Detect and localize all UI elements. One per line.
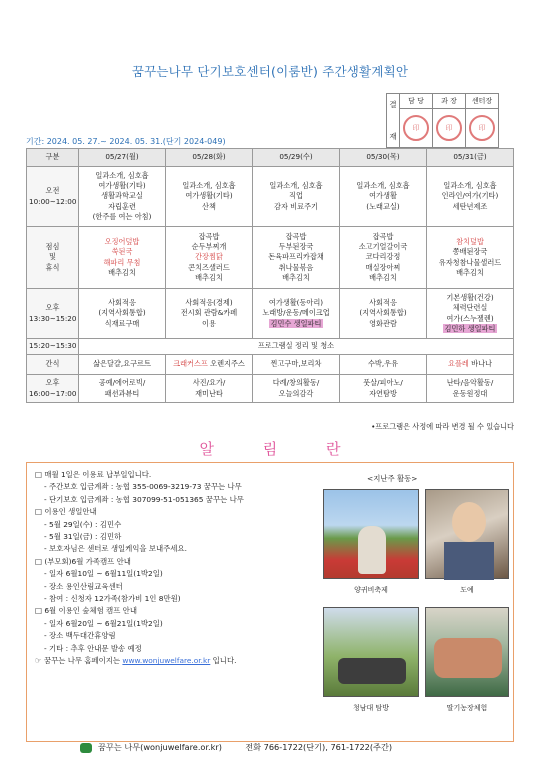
morning-cell [166,167,253,227]
cell-line: 노래방/운동/메이크업 [262,308,330,318]
notice-detail: - 장소 백두대간휴양림 [44,631,116,641]
afternoon-cell [427,289,514,339]
cell-line: 전시회 관람&카페 [180,308,238,318]
tree-logo-icon [80,743,92,753]
schedule-note: •프로그램은 사정에 따라 변경 될 수 있습니다 [371,422,514,431]
notice-detail: - 5월 31일(금) : 김민하 [44,532,122,542]
homepage-link[interactable]: www.wonjuwelfare.or.kr [122,656,211,666]
row-time-text: 10:00~12:00 [29,196,77,206]
lunch-cell [253,227,340,289]
page-title: 꿈꾸는나무 단기보호센터(이룸반) 주간생활계획안 [131,64,409,79]
shirt-shape [444,542,494,580]
evening-cell [166,375,253,403]
notice-detail: - 5월 29일(수) : 김민수 [44,519,122,529]
afternoon-cell [340,289,427,339]
cell-line: 여가생활(기타) [185,191,233,201]
person-icon [358,526,386,574]
approval-header-manager: 과 장 [433,94,466,109]
photo-poppy-festival [323,489,419,579]
cell-line: 패션과뷰티 [104,388,140,398]
cell-line: (지역사회통합) [98,308,146,318]
footer [80,742,392,753]
menu-item: 순두부찌개 [191,242,227,252]
approval-side-label: 결 재 [387,94,400,148]
snack-text: 찐고구마,보리차 [270,359,322,369]
cell-line: 공예/에어로빅/ [98,378,146,388]
cell-line: (한주를 여는 아침) [92,211,152,221]
day-header: 05/30(목) [340,149,427,167]
menu-item: 쫑배된장국 [452,247,488,257]
notice-heading: □ (부모회)6월 가족캠프 안내 [35,556,131,566]
snack-text: 오렌지주스 [210,359,245,369]
row-label-text: 간식 [27,355,79,375]
menu-item: 유자청참나물샐러드 [438,257,502,267]
approval-header-director: 센터장 [466,94,499,109]
menu-item: 취나물볶음 [278,262,314,272]
row-label [27,375,79,403]
afternoon-cell [166,289,253,339]
snack-cell [79,355,166,375]
day-header: 05/31(금) [427,149,514,167]
row-time-text: 13:30~15:20 [29,313,77,323]
cell-line: 오늘의감각 [278,388,314,398]
photo-caption: 청남대 탐방 [352,704,390,712]
notice-detail: - 일자 6월20일 ~ 6월21일(1박2일) [44,618,163,628]
cell-line: 다례/창의활동/ [272,378,320,388]
day-header: 05/27(월) [79,149,166,167]
homepage-line [35,655,335,667]
morning-cell [253,167,340,227]
row-label-text: 오후 [45,303,60,313]
evening-row [27,375,514,403]
evening-cell [340,375,427,403]
footer-phone: 전화 766-1722(단기), 761-1722(주간) [245,742,393,752]
day-header: 05/28(화) [166,149,253,167]
menu-item: 해파리 무침 [103,257,141,267]
cell-line: 세탄년제조 [452,201,488,211]
cell-line: 생활과학교실 [101,191,143,201]
row-time-text: 16:00~17:00 [29,388,77,398]
notice-detail: - 주간보호 입금계좌 : 농협 355-0069-3219-73 꿈꾸는 나무 [44,482,242,492]
birthday-highlight: 김민수 생일파티 [270,318,322,328]
cell-line: 사회적응 [108,298,136,308]
evening-cell [253,375,340,403]
cell-line: 일과소개, 심호흡 [269,181,323,191]
row-time-text: 15:20~15:30 [27,339,79,355]
row-label [27,289,79,339]
menu-item: 콘치즈샐러드 [188,262,230,272]
row-label-text: 오후 [45,378,60,388]
day-header: 05/29(수) [253,149,340,167]
notice-detail: - 기타 : 추후 안내문 발송 예정 [44,643,142,653]
lunch-cell [166,227,253,289]
snack-red-text: 크래커스프 [173,359,208,369]
notice-heading: □ 6월 이용인 숲체험 캠프 안내 [35,606,137,616]
snack-red-text: 요플레 [448,359,469,369]
approval-stamp-director [466,109,499,148]
photo-cheongnamdae [323,607,419,697]
menu-item: 돈육파프리카잡채 [268,252,324,262]
row-label-text: 휴식 [45,262,60,272]
cell-line: 여가생활(동아리) [268,298,324,308]
cell-line: 일과소개, 심호흡 [95,170,149,180]
snack-row [27,355,514,375]
snack-text: 바나나 [471,359,492,369]
cell-line: 체력단련실 [452,303,488,313]
lunch-row [27,227,514,289]
snack-text: 수박,우유 [367,359,399,369]
approval-stamp-manager [433,109,466,148]
snack-cell [427,355,514,375]
group-icon [434,638,502,678]
cell-line: 난타/음악활동/ [446,378,494,388]
notice-detail: - 단기보호 입금계좌 : 농협 307099-51-051365 꿈꾸는 나무 [44,494,244,504]
cell-line: 사회적응(경제) [185,298,233,308]
menu-item: 쑥된국 [111,247,133,257]
cell-line: 감자 비료주기 [274,201,318,211]
afternoon-cell [253,289,340,339]
notice-heading: □ 이용인 생일안내 [35,507,97,517]
cell-line: 식재료구매 [104,318,140,328]
menu-item: 오징어덮밥 [104,237,140,247]
approval-header-staff: 담 당 [400,94,433,109]
cell-line: (노래교실) [366,201,400,211]
photo-strawberry-farm [425,607,509,697]
snack-cell [340,355,427,375]
footer-brand: 꿈꾸는 나무(wonjuwelfare.or.kr) [98,742,222,752]
evening-cell [79,375,166,403]
morning-cell [79,167,166,227]
cell-line: 재미난타 [195,388,223,398]
person-icon [452,502,486,542]
cell-line: 여가(스누젤렌) [446,313,494,323]
notice-detail: - 장소 용인산림교육센터 [44,581,123,591]
cell-line: 일과소개, 심호흡 [443,181,497,191]
menu-item: 잡곡밥 [372,231,394,241]
stamp-icon: 印 [436,115,462,141]
afternoon-row [27,289,514,339]
notice-heading: □ 매월 1일은 이용료 납부일입니다. [35,470,152,479]
menu-item: 배추김치 [456,267,484,277]
menu-item: 배추김치 [282,272,310,282]
cell-line: 자연탐방 [369,388,397,398]
homepage-prefix: ☞ 꿈꾸는 나무 홈페이지는 [35,656,123,666]
snack-text: 삶은달걀,요구르트 [93,359,151,369]
cell-line: 풋살/피아노/ [363,378,403,388]
menu-item: 참치덮밥 [456,237,484,247]
menu-item: 소고기얼갈이국 [358,242,408,252]
program-cleanup-row [27,339,514,355]
cell-line: 기본생활(건강) [446,293,494,303]
cell-line: 일과소개, 심호흡 [182,181,236,191]
row-label [27,167,79,227]
morning-row [27,167,514,227]
notice-list [35,469,335,668]
cell-line: (지역사회통합) [359,308,407,318]
group-icon [338,658,406,684]
menu-item: 간장찜닭 [195,252,223,262]
menu-item: 잡곡밥 [198,231,220,241]
row-label [27,227,79,289]
program-cleanup-text: 프로그램실 정리 및 청소 [79,339,514,355]
menu-item: 잡곡밥 [285,231,307,241]
cell-line: 영화관람 [369,318,397,328]
col-header: 구분 [27,149,79,167]
cell-line: 산책 [202,201,216,211]
notice-board [26,462,514,742]
menu-item: 배추김치 [369,272,397,282]
approval-box [386,93,499,148]
afternoon-cell [79,289,166,339]
lunch-cell [340,227,427,289]
cell-line: 여가생활 [369,191,397,201]
cell-line: 직업 [289,191,303,201]
row-label-text: 및 [49,252,56,262]
evening-cell [427,375,514,403]
notice-detail: - 참여 : 신청자 12가족(참가비 1인 8만원) [44,594,181,604]
stamp-icon: 印 [403,115,429,141]
weekly-schedule-table [26,148,514,403]
approval-stamp-staff [400,109,433,148]
menu-item: 배추김치 [108,267,136,277]
cell-line: 일과소개, 심호흡 [356,181,410,191]
cell-line: 운동원정대 [452,388,488,398]
menu-item: 매실장아찌 [365,262,401,272]
period-text: 기간: 2024. 05. 27.~ 2024. 05. 31.(단기 2024-049) [26,137,226,146]
cell-line: 사진/요가/ [192,378,226,388]
photos-title: <지난주 활동> [367,474,418,483]
birthday-highlight: 김민하 생일파티 [444,323,496,333]
photo-caption: 양귀비축제 [354,586,388,594]
notice-detail: - 보호자님은 센터로 생일케익을 보내주세요. [44,544,187,554]
menu-item: 배추김치 [195,272,223,282]
lunch-cell [427,227,514,289]
cell-line: 이용 [202,318,216,328]
cell-line: 여가생활(기타) [98,181,146,191]
stamp-icon: 印 [469,115,495,141]
snack-cell [166,355,253,375]
notice-title: 알 림 란 [199,440,363,458]
menu-item: 코다리강정 [365,252,401,262]
cell-line: 인라인/여가(기타) [441,191,499,201]
photo-caption: 도예 [460,586,474,594]
lunch-cell [79,227,166,289]
homepage-suffix: 입니다. [210,656,237,666]
cell-line: 사회적응 [369,298,397,308]
notice-detail: - 일자 6월10일 ~ 6월11일(1박2일) [44,569,163,579]
row-label-text: 점심 [45,242,60,252]
cell-line: 자립훈련 [108,201,136,211]
snack-cell [253,355,340,375]
photo-pottery [425,489,509,579]
menu-item: 두부된장국 [278,242,314,252]
photo-caption: 딸기농장체험 [446,704,488,712]
morning-cell [340,167,427,227]
row-label-text: 오전 [45,186,60,196]
morning-cell [427,167,514,227]
